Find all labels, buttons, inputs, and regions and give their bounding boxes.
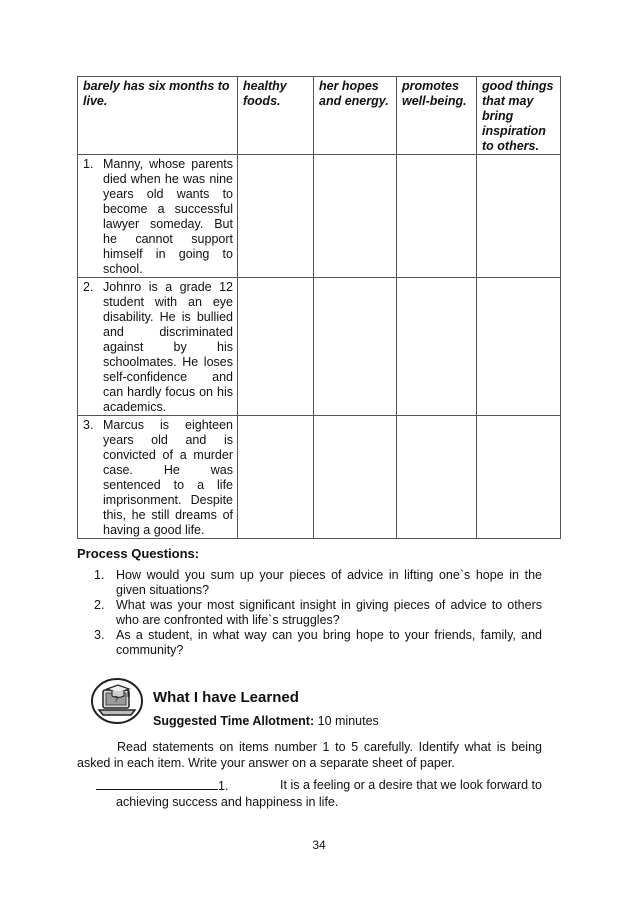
empty-cell: [477, 155, 561, 278]
empty-cell: [238, 155, 314, 278]
question-text: As a student, in what way can you bring hope to your friends, family, and community?: [116, 628, 542, 657]
header-cell: promotes well-being.: [397, 77, 477, 155]
table-row: [78, 416, 561, 539]
page-number: 34: [312, 838, 326, 852]
situation-number: 3.: [83, 418, 94, 432]
time-allotment-label: Suggested Time Allotment:: [153, 714, 315, 728]
empty-cell: [238, 278, 314, 416]
header-cell: her hopes and energy.: [314, 77, 397, 155]
empty-cell: [397, 155, 477, 278]
section-title: What I have Learned: [153, 689, 299, 706]
item-text-line1: It is a feeling or a desire that we look forward to: [280, 778, 542, 792]
list-item: [94, 568, 542, 598]
instructions: Read statements on items number 1 to 5 carefully. Identify what is being asked in each item. Write your answer on a separate sheet of paper.: [77, 740, 542, 770]
header-cell: good things that may bring inspiration to others.: [477, 77, 561, 155]
question-text: How would you sum up your pieces of advice in lifting one`s hope in the given situations?: [116, 568, 542, 597]
table-header-row: [78, 77, 561, 155]
process-questions-list: [94, 568, 542, 658]
table-row: [78, 278, 561, 416]
header-cell: barely has six months to live.: [78, 77, 238, 155]
item-number: 1.: [218, 779, 229, 793]
time-allotment: [153, 714, 379, 728]
situation-cell: [78, 416, 238, 539]
list-item: [94, 628, 542, 658]
advice-table: [77, 76, 561, 539]
empty-cell: [314, 155, 397, 278]
empty-cell: [397, 416, 477, 539]
empty-cell: [238, 416, 314, 539]
svg-text:?: ?: [114, 695, 119, 704]
empty-cell: [314, 278, 397, 416]
process-questions-title: Process Questions:: [77, 546, 200, 561]
situation-number: 1.: [83, 157, 94, 171]
question-text: What was your most significant insight in giving pieces of advice to others who are confronted with life`s struggles?: [116, 598, 542, 627]
situation-text: Marcus is eighteen years old and is convicted of a murder case. He was sentenced to a life imprisonment. Despite this, he still dreams of having a good life.: [103, 418, 233, 537]
situation-cell: [78, 155, 238, 278]
table-row: [78, 155, 561, 278]
question-item: [96, 777, 542, 810]
empty-cell: [314, 416, 397, 539]
empty-cell: [477, 278, 561, 416]
list-item: [94, 598, 542, 628]
laptop-graduation-icon: [90, 677, 144, 725]
question-number: 1.: [94, 568, 105, 582]
question-number: 3.: [94, 628, 105, 642]
answer-blank: [96, 777, 218, 790]
question-number: 2.: [94, 598, 105, 612]
empty-cell: [397, 278, 477, 416]
item-text-line2: achieving success and happiness in life.: [116, 795, 339, 809]
empty-cell: [477, 416, 561, 539]
time-allotment-value: 10 minutes: [317, 714, 379, 728]
situation-cell: [78, 278, 238, 416]
situation-text: Manny, whose parents died when he was nine years old wants to become a successful lawyer someday. But he cannot support himself in going to school.: [103, 157, 233, 276]
situation-text: Johnro is a grade 12 student with an eye disability. He is bullied and discriminated against by his schoolmates. He loses self-confidence and can hardly focus on his academics.: [103, 280, 233, 414]
header-cell: healthy foods.: [238, 77, 314, 155]
situation-number: 2.: [83, 280, 94, 294]
